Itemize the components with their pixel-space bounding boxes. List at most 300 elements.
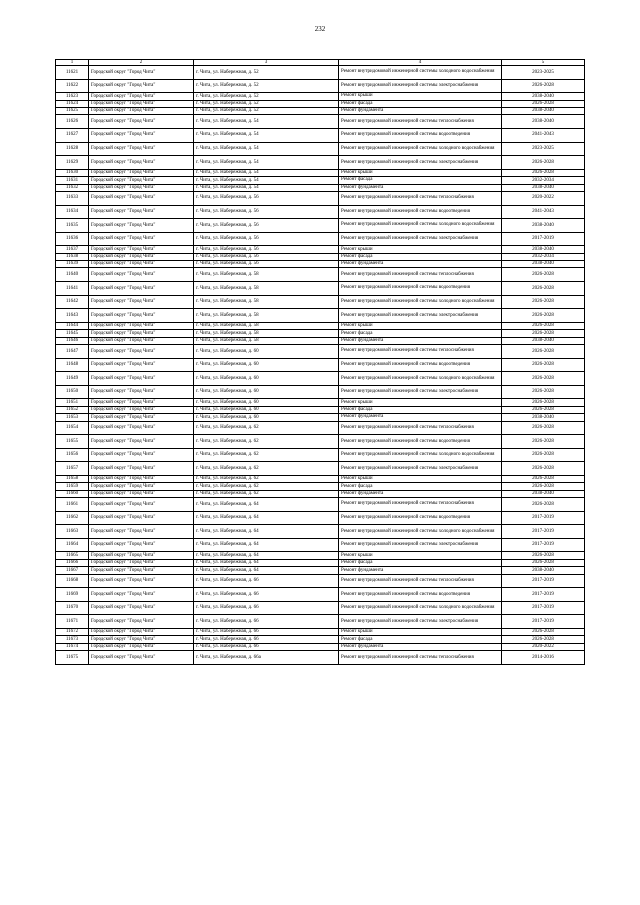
municipality-cell: Городской округ "Город Чита" <box>89 567 194 574</box>
period-cell: 2020-2022 <box>502 643 585 650</box>
municipality-cell: Городской округ "Город Чита" <box>89 615 194 629</box>
address-cell: г. Чита, ул. Набережная, д. 62 <box>194 475 339 482</box>
municipality-cell: Городской округ "Город Чита" <box>89 435 194 449</box>
work-type-cell: Ремонт внутридомовой инженерной системы теплоснабжения <box>339 574 502 588</box>
table-row <box>56 79 585 93</box>
row-number-cell: 11646 <box>56 337 89 344</box>
municipality-cell: Городской округ "Город Чита" <box>89 525 194 539</box>
municipality-cell: Городской округ "Город Чита" <box>89 337 194 344</box>
address-cell: г. Чита, ул. Набережная, д. 62 <box>194 435 339 449</box>
table-row <box>56 406 585 413</box>
municipality-cell: Городской округ "Город Чита" <box>89 406 194 413</box>
row-number-cell: 11667 <box>56 567 89 574</box>
work-type-cell: Ремонт крыши <box>339 246 502 253</box>
address-cell: г. Чита, ул. Набережная, д. 60 <box>194 414 339 421</box>
address-cell: г. Чита, ул. Набережная, д. 60 <box>194 385 339 399</box>
row-number-cell: 11673 <box>56 636 89 643</box>
table-row <box>56 337 585 344</box>
table-row <box>56 636 585 643</box>
address-cell: г. Чита, ул. Набережная, д. 56 <box>194 219 339 233</box>
address-cell: г. Чита, ул. Набережная, д. 66 <box>194 601 339 615</box>
work-type-cell: Ремонт фундамента <box>339 643 502 650</box>
address-cell: г. Чита, ул. Набережная, д. 56 <box>194 191 339 205</box>
work-type-cell: Ремонт фасада <box>339 330 502 337</box>
row-number-cell: 11649 <box>56 372 89 386</box>
municipality-cell: Городской округ "Город Чита" <box>89 177 194 184</box>
address-cell: г. Чита, ул. Набережная, д. 64 <box>194 511 339 525</box>
municipality-cell: Городской округ "Город Чита" <box>89 128 194 142</box>
table-row <box>56 475 585 482</box>
table-row <box>56 538 585 552</box>
table-row <box>56 232 585 246</box>
municipality-cell: Городской округ "Город Чита" <box>89 100 194 107</box>
work-type-cell: Ремонт фундамента <box>339 490 502 497</box>
address-cell: г. Чита, ул. Набережная, д. 66 <box>194 629 339 636</box>
address-cell: г. Чита, ул. Набережная, д. 58 <box>194 330 339 337</box>
table-row <box>56 490 585 497</box>
table-row <box>56 448 585 462</box>
page-number: 232 <box>314 25 326 33</box>
municipality-cell: Городской округ "Город Чита" <box>89 414 194 421</box>
municipality-cell: Городской округ "Город Чита" <box>89 538 194 552</box>
table-row <box>56 66 585 80</box>
table-row <box>56 629 585 636</box>
address-cell: г. Чита, ул. Набережная, д. 52 <box>194 79 339 93</box>
address-cell: г. Чита, ул. Набережная, д. 54 <box>194 184 339 191</box>
table-row <box>56 282 585 296</box>
municipality-cell: Городской округ "Город Чита" <box>89 588 194 602</box>
municipality-cell: Городской округ "Город Чита" <box>89 205 194 219</box>
municipality-cell: Городской округ "Город Чита" <box>89 511 194 525</box>
row-number-cell: 11666 <box>56 559 89 566</box>
address-cell: г. Чита, ул. Набережная, д. 66 <box>194 588 339 602</box>
address-cell: г. Чита, ул. Набережная, д. 52 <box>194 93 339 100</box>
municipality-cell: Городской округ "Город Чита" <box>89 309 194 323</box>
row-number-cell: 11668 <box>56 574 89 588</box>
work-type-cell: Ремонт внутридомовой инженерной системы теплоснабжения <box>339 651 502 665</box>
period-cell: 2038-2040 <box>502 490 585 497</box>
row-number-cell: 11650 <box>56 385 89 399</box>
municipality-cell: Городской округ "Город Чита" <box>89 184 194 191</box>
address-cell: г. Чита, ул. Набережная, д. 58 <box>194 337 339 344</box>
column-header: 3 <box>194 60 339 66</box>
period-cell: 2038-2040 <box>502 567 585 574</box>
municipality-cell: Городской округ "Город Чита" <box>89 295 194 309</box>
period-cell: 2026-2028 <box>502 358 585 372</box>
period-cell: 2038-2040 <box>502 219 585 233</box>
row-number-cell: 11663 <box>56 525 89 539</box>
table-row <box>56 615 585 629</box>
work-type-cell: Ремонт крыши <box>339 399 502 406</box>
column-header: 2 <box>89 60 194 66</box>
address-cell: г. Чита, ул. Набережная, д. 66 <box>194 636 339 643</box>
table-row <box>56 156 585 170</box>
municipality-cell: Городской округ "Город Чита" <box>89 421 194 435</box>
address-cell: г. Чита, ул. Набережная, д. 58 <box>194 268 339 282</box>
address-cell: г. Чита, ул. Набережная, д. 66 <box>194 615 339 629</box>
work-type-cell: Ремонт внутридомовой инженерной системы теплоснабжения <box>339 191 502 205</box>
work-type-cell: Ремонт внутридомовой инженерной системы водоотведения <box>339 205 502 219</box>
address-cell: г. Чита, ул. Набережная, д. 52 <box>194 66 339 80</box>
table-row <box>56 107 585 114</box>
address-cell: г. Чита, ул. Набережная, д. 56 <box>194 246 339 253</box>
work-type-cell: Ремонт крыши <box>339 93 502 100</box>
address-cell: г. Чита, ул. Набережная, д. 54 <box>194 156 339 170</box>
row-number-cell: 11637 <box>56 246 89 253</box>
work-type-cell: Ремонт внутридомовой инженерной системы холодного водоснабжения <box>339 525 502 539</box>
work-type-cell: Ремонт фундамента <box>339 184 502 191</box>
address-cell: г. Чита, ул. Набережная, д. 60 <box>194 399 339 406</box>
work-type-cell: Ремонт крыши <box>339 552 502 559</box>
work-type-cell: Ремонт внутридомовой инженерной системы электроснабжения <box>339 385 502 399</box>
work-type-cell: Ремонт внутридомовой инженерной системы электроснабжения <box>339 538 502 552</box>
work-type-cell: Ремонт внутридомовой инженерной системы теплоснабжения <box>339 498 502 512</box>
work-type-cell: Ремонт внутридомовой инженерной системы холодного водоснабжения <box>339 448 502 462</box>
table-row <box>56 372 585 386</box>
work-type-cell: Ремонт фундамента <box>339 414 502 421</box>
table-row <box>56 205 585 219</box>
row-number-cell: 11638 <box>56 253 89 260</box>
municipality-cell: Городской округ "Город Чита" <box>89 552 194 559</box>
row-number-cell: 11647 <box>56 345 89 359</box>
municipality-cell: Городской округ "Город Чита" <box>89 448 194 462</box>
work-type-cell: Ремонт внутридомовой инженерной системы теплоснабжения <box>339 421 502 435</box>
period-cell: 2026-2028 <box>502 282 585 296</box>
row-number-cell: 11641 <box>56 282 89 296</box>
period-cell: 2026-2028 <box>502 406 585 413</box>
work-type-cell: Ремонт фундамента <box>339 337 502 344</box>
table-row <box>56 184 585 191</box>
municipality-cell: Городской округ "Город Чита" <box>89 156 194 170</box>
work-type-cell: Ремонт фасада <box>339 100 502 107</box>
work-type-cell: Ремонт внутридомовой инженерной системы водоотведения <box>339 358 502 372</box>
row-number-cell: 11675 <box>56 651 89 665</box>
municipality-cell: Городской округ "Город Чита" <box>89 475 194 482</box>
municipality-cell: Городской округ "Город Чита" <box>89 498 194 512</box>
row-number-cell: 11653 <box>56 414 89 421</box>
row-number-cell: 11652 <box>56 406 89 413</box>
table-row <box>56 128 585 142</box>
table-row <box>56 330 585 337</box>
row-number-cell: 11632 <box>56 184 89 191</box>
municipality-cell: Городской округ "Город Чита" <box>89 385 194 399</box>
period-cell: 2023-2025 <box>502 66 585 80</box>
row-number-cell: 11642 <box>56 295 89 309</box>
work-type-cell: Ремонт внутридомовой инженерной системы водоотведения <box>339 128 502 142</box>
table-row <box>56 358 585 372</box>
period-cell: 2026-2028 <box>502 629 585 636</box>
municipality-cell: Городской округ "Город Чита" <box>89 629 194 636</box>
municipality-cell: Городской округ "Город Чита" <box>89 345 194 359</box>
work-type-cell: Ремонт крыши <box>339 629 502 636</box>
municipality-cell: Городской округ "Город Чита" <box>89 107 194 114</box>
work-type-cell: Ремонт внутридомовой инженерной системы холодного водоснабжения <box>339 219 502 233</box>
address-cell: г. Чита, ул. Набережная, д. 54 <box>194 128 339 142</box>
period-cell: 2038-2040 <box>502 184 585 191</box>
table-row <box>56 385 585 399</box>
municipality-cell: Городской округ "Город Чита" <box>89 322 194 329</box>
municipality-cell: Городской округ "Город Чита" <box>89 574 194 588</box>
period-cell: 2026-2028 <box>502 448 585 462</box>
table-row <box>56 115 585 129</box>
table-row <box>56 574 585 588</box>
table-body <box>56 66 585 665</box>
municipality-cell: Городской округ "Город Чита" <box>89 601 194 615</box>
work-type-cell: Ремонт внутридомовой инженерной системы водоотведения <box>339 511 502 525</box>
municipality-cell: Городской округ "Город Чита" <box>89 66 194 80</box>
table-row <box>56 421 585 435</box>
period-cell: 2017-2019 <box>502 574 585 588</box>
column-header: 5 <box>502 60 585 66</box>
work-type-cell: Ремонт внутридомовой инженерной системы электроснабжения <box>339 462 502 476</box>
row-number-cell: 11621 <box>56 66 89 80</box>
row-number-cell: 11656 <box>56 448 89 462</box>
work-type-cell: Ремонт фасада <box>339 636 502 643</box>
row-number-cell: 11644 <box>56 322 89 329</box>
row-number-cell: 11670 <box>56 601 89 615</box>
municipality-cell: Городской округ "Город Чита" <box>89 93 194 100</box>
table-row <box>56 268 585 282</box>
work-type-cell: Ремонт фасада <box>339 177 502 184</box>
period-cell: 2026-2028 <box>502 372 585 386</box>
municipality-cell: Городской округ "Город Чита" <box>89 115 194 129</box>
table-row <box>56 414 585 421</box>
period-cell: 2026-2028 <box>502 322 585 329</box>
period-cell: 2026-2028 <box>502 330 585 337</box>
municipality-cell: Городской округ "Город Чита" <box>89 246 194 253</box>
period-cell: 2026-2028 <box>502 169 585 176</box>
table-row <box>56 552 585 559</box>
address-cell: г. Чита, ул. Набережная, д. 56 <box>194 232 339 246</box>
row-number-cell: 11629 <box>56 156 89 170</box>
address-cell: г. Чита, ул. Набережная, д. 52 <box>194 107 339 114</box>
table-row <box>56 322 585 329</box>
row-number-cell: 11631 <box>56 177 89 184</box>
period-cell: 2017-2019 <box>502 601 585 615</box>
period-cell: 2026-2028 <box>502 435 585 449</box>
address-cell: г. Чита, ул. Набережная, д. 66 <box>194 574 339 588</box>
period-cell: 2032-2034 <box>502 177 585 184</box>
table-row <box>56 309 585 323</box>
work-type-cell: Ремонт внутридомовой инженерной системы водоотведения <box>339 588 502 602</box>
table-row <box>56 525 585 539</box>
work-type-cell: Ремонт фасада <box>339 406 502 413</box>
address-cell: г. Чита, ул. Набережная, д. 58 <box>194 295 339 309</box>
period-cell: 2038-2040 <box>502 93 585 100</box>
period-cell: 2017-2019 <box>502 588 585 602</box>
work-type-cell: Ремонт внутридомовой инженерной системы электроснабжения <box>339 309 502 323</box>
row-number-cell: 11624 <box>56 100 89 107</box>
table-row <box>56 483 585 490</box>
row-number-cell: 11672 <box>56 629 89 636</box>
period-cell: 2041-2043 <box>502 128 585 142</box>
work-type-cell: Ремонт фундамента <box>339 107 502 114</box>
row-number-cell: 11660 <box>56 490 89 497</box>
address-cell: г. Чита, ул. Набережная, д. 58 <box>194 309 339 323</box>
work-type-cell: Ремонт внутридомовой инженерной системы холодного водоснабжения <box>339 142 502 156</box>
municipality-cell: Городской округ "Город Чита" <box>89 490 194 497</box>
table-row <box>56 588 585 602</box>
period-cell: 2017-2019 <box>502 615 585 629</box>
municipality-cell: Городской округ "Город Чита" <box>89 232 194 246</box>
table-row <box>56 261 585 268</box>
period-cell: 2026-2028 <box>502 345 585 359</box>
period-cell: 2026-2028 <box>502 100 585 107</box>
period-cell: 2026-2028 <box>502 399 585 406</box>
table-row <box>56 498 585 512</box>
address-cell: г. Чита, ул. Набережная, д. 60 <box>194 372 339 386</box>
municipality-cell: Городской округ "Город Чита" <box>89 559 194 566</box>
row-number-cell: 11635 <box>56 219 89 233</box>
table-row <box>56 177 585 184</box>
table-row <box>56 643 585 650</box>
address-cell: г. Чита, ул. Набережная, д. 66а <box>194 651 339 665</box>
table-row <box>56 100 585 107</box>
row-number-cell: 11630 <box>56 169 89 176</box>
row-number-cell: 11625 <box>56 107 89 114</box>
period-cell: 2026-2028 <box>502 268 585 282</box>
address-cell: г. Чита, ул. Набережная, д. 64 <box>194 567 339 574</box>
table-row <box>56 435 585 449</box>
work-type-cell: Ремонт крыши <box>339 475 502 482</box>
table-row <box>56 246 585 253</box>
table-row <box>56 399 585 406</box>
column-header: 4 <box>339 60 502 66</box>
address-cell: г. Чита, ул. Набережная, д. 66 <box>194 643 339 650</box>
row-number-cell: 11648 <box>56 358 89 372</box>
period-cell: 2014-2016 <box>502 651 585 665</box>
address-cell: г. Чита, ул. Набережная, д. 58 <box>194 282 339 296</box>
address-cell: г. Чита, ул. Набережная, д. 64 <box>194 552 339 559</box>
period-cell: 2026-2028 <box>502 385 585 399</box>
row-number-cell: 11623 <box>56 93 89 100</box>
address-cell: г. Чита, ул. Набережная, д. 62 <box>194 490 339 497</box>
address-cell: г. Чита, ул. Набережная, д. 54 <box>194 169 339 176</box>
row-number-cell: 11674 <box>56 643 89 650</box>
municipality-cell: Городской округ "Город Чита" <box>89 253 194 260</box>
municipality-cell: Городской округ "Город Чита" <box>89 483 194 490</box>
period-cell: 2026-2028 <box>502 483 585 490</box>
municipality-cell: Городской округ "Город Чита" <box>89 372 194 386</box>
row-number-cell: 11622 <box>56 79 89 93</box>
period-cell: 2026-2028 <box>502 421 585 435</box>
address-cell: г. Чита, ул. Набережная, д. 54 <box>194 142 339 156</box>
work-type-cell: Ремонт крыши <box>339 322 502 329</box>
row-number-cell: 11654 <box>56 421 89 435</box>
address-cell: г. Чита, ул. Набережная, д. 62 <box>194 448 339 462</box>
row-number-cell: 11636 <box>56 232 89 246</box>
address-cell: г. Чита, ул. Набережная, д. 52 <box>194 100 339 107</box>
period-cell: 2026-2028 <box>502 552 585 559</box>
work-type-cell: Ремонт внутридомовой инженерной системы электроснабжения <box>339 615 502 629</box>
work-type-cell: Ремонт фасада <box>339 483 502 490</box>
address-cell: г. Чита, ул. Набережная, д. 56 <box>194 253 339 260</box>
address-cell: г. Чита, ул. Набережная, д. 54 <box>194 115 339 129</box>
work-type-cell: Ремонт внутридомовой инженерной системы водоотведения <box>339 435 502 449</box>
address-cell: г. Чита, ул. Набережная, д. 60 <box>194 345 339 359</box>
work-type-cell: Ремонт внутридомовой инженерной системы теплоснабжения <box>339 345 502 359</box>
period-cell: 2017-2019 <box>502 511 585 525</box>
table-row <box>56 511 585 525</box>
address-cell: г. Чита, ул. Набережная, д. 62 <box>194 462 339 476</box>
work-type-cell: Ремонт внутридомовой инженерной системы электроснабжения <box>339 79 502 93</box>
work-type-cell: Ремонт фасада <box>339 559 502 566</box>
address-cell: г. Чита, ул. Набережная, д. 58 <box>194 322 339 329</box>
municipality-cell: Городской округ "Город Чита" <box>89 268 194 282</box>
table-row <box>56 462 585 476</box>
row-number-cell: 11659 <box>56 483 89 490</box>
address-cell: г. Чита, ул. Набережная, д. 64 <box>194 538 339 552</box>
row-number-cell: 11643 <box>56 309 89 323</box>
period-cell: 2026-2028 <box>502 462 585 476</box>
period-cell: 2026-2028 <box>502 295 585 309</box>
row-number-cell: 11669 <box>56 588 89 602</box>
work-type-cell: Ремонт внутридомовой инженерной системы теплоснабжения <box>339 268 502 282</box>
work-type-cell: Ремонт внутридомовой инженерной системы холодного водоснабжения <box>339 295 502 309</box>
municipality-cell: Городской округ "Город Чита" <box>89 643 194 650</box>
row-number-cell: 11655 <box>56 435 89 449</box>
table-row <box>56 93 585 100</box>
period-cell: 2026-2028 <box>502 309 585 323</box>
row-number-cell: 11639 <box>56 261 89 268</box>
address-cell: г. Чита, ул. Набережная, д. 54 <box>194 177 339 184</box>
address-cell: г. Чита, ул. Набережная, д. 56 <box>194 261 339 268</box>
municipality-cell: Городской округ "Город Чита" <box>89 191 194 205</box>
period-cell: 2038-2040 <box>502 107 585 114</box>
row-number-cell: 11634 <box>56 205 89 219</box>
municipality-cell: Городской округ "Город Чита" <box>89 282 194 296</box>
period-cell: 2041-2043 <box>502 205 585 219</box>
period-cell: 2026-2028 <box>502 559 585 566</box>
municipality-cell: Городской округ "Город Чита" <box>89 399 194 406</box>
address-cell: г. Чита, ул. Набережная, д. 64 <box>194 559 339 566</box>
row-number-cell: 11633 <box>56 191 89 205</box>
table-row <box>56 169 585 176</box>
municipality-cell: Городской округ "Город Чита" <box>89 636 194 643</box>
work-type-cell: Ремонт фундамента <box>339 567 502 574</box>
row-number-cell: 11665 <box>56 552 89 559</box>
period-cell: 2026-2028 <box>502 498 585 512</box>
table-row <box>56 219 585 233</box>
capital-repair-table <box>55 59 585 665</box>
row-number-cell: 11661 <box>56 498 89 512</box>
period-cell: 2038-2040 <box>502 115 585 129</box>
table-row <box>56 567 585 574</box>
work-type-cell: Ремонт внутридомовой инженерной системы холодного водоснабжения <box>339 601 502 615</box>
period-cell: 2038-2040 <box>502 246 585 253</box>
municipality-cell: Городской округ "Город Чита" <box>89 219 194 233</box>
period-cell: 2038-2040 <box>502 414 585 421</box>
work-type-cell: Ремонт крыши <box>339 169 502 176</box>
municipality-cell: Городской округ "Город Чита" <box>89 261 194 268</box>
table-row <box>56 559 585 566</box>
address-cell: г. Чита, ул. Набережная, д. 64 <box>194 498 339 512</box>
period-cell: 2017-2019 <box>502 525 585 539</box>
municipality-cell: Городской округ "Город Чита" <box>89 142 194 156</box>
work-type-cell: Ремонт внутридомовой инженерной системы теплоснабжения <box>339 115 502 129</box>
address-cell: г. Чита, ул. Набережная, д. 56 <box>194 205 339 219</box>
row-number-cell: 11627 <box>56 128 89 142</box>
municipality-cell: Городской округ "Город Чита" <box>89 169 194 176</box>
table-row <box>56 345 585 359</box>
column-header: 1 <box>56 60 89 66</box>
period-cell: 2038-2040 <box>502 337 585 344</box>
table-row <box>56 651 585 665</box>
municipality-cell: Городской округ "Город Чита" <box>89 462 194 476</box>
row-number-cell: 11657 <box>56 462 89 476</box>
row-number-cell: 11664 <box>56 538 89 552</box>
period-cell: 2017-2019 <box>502 538 585 552</box>
